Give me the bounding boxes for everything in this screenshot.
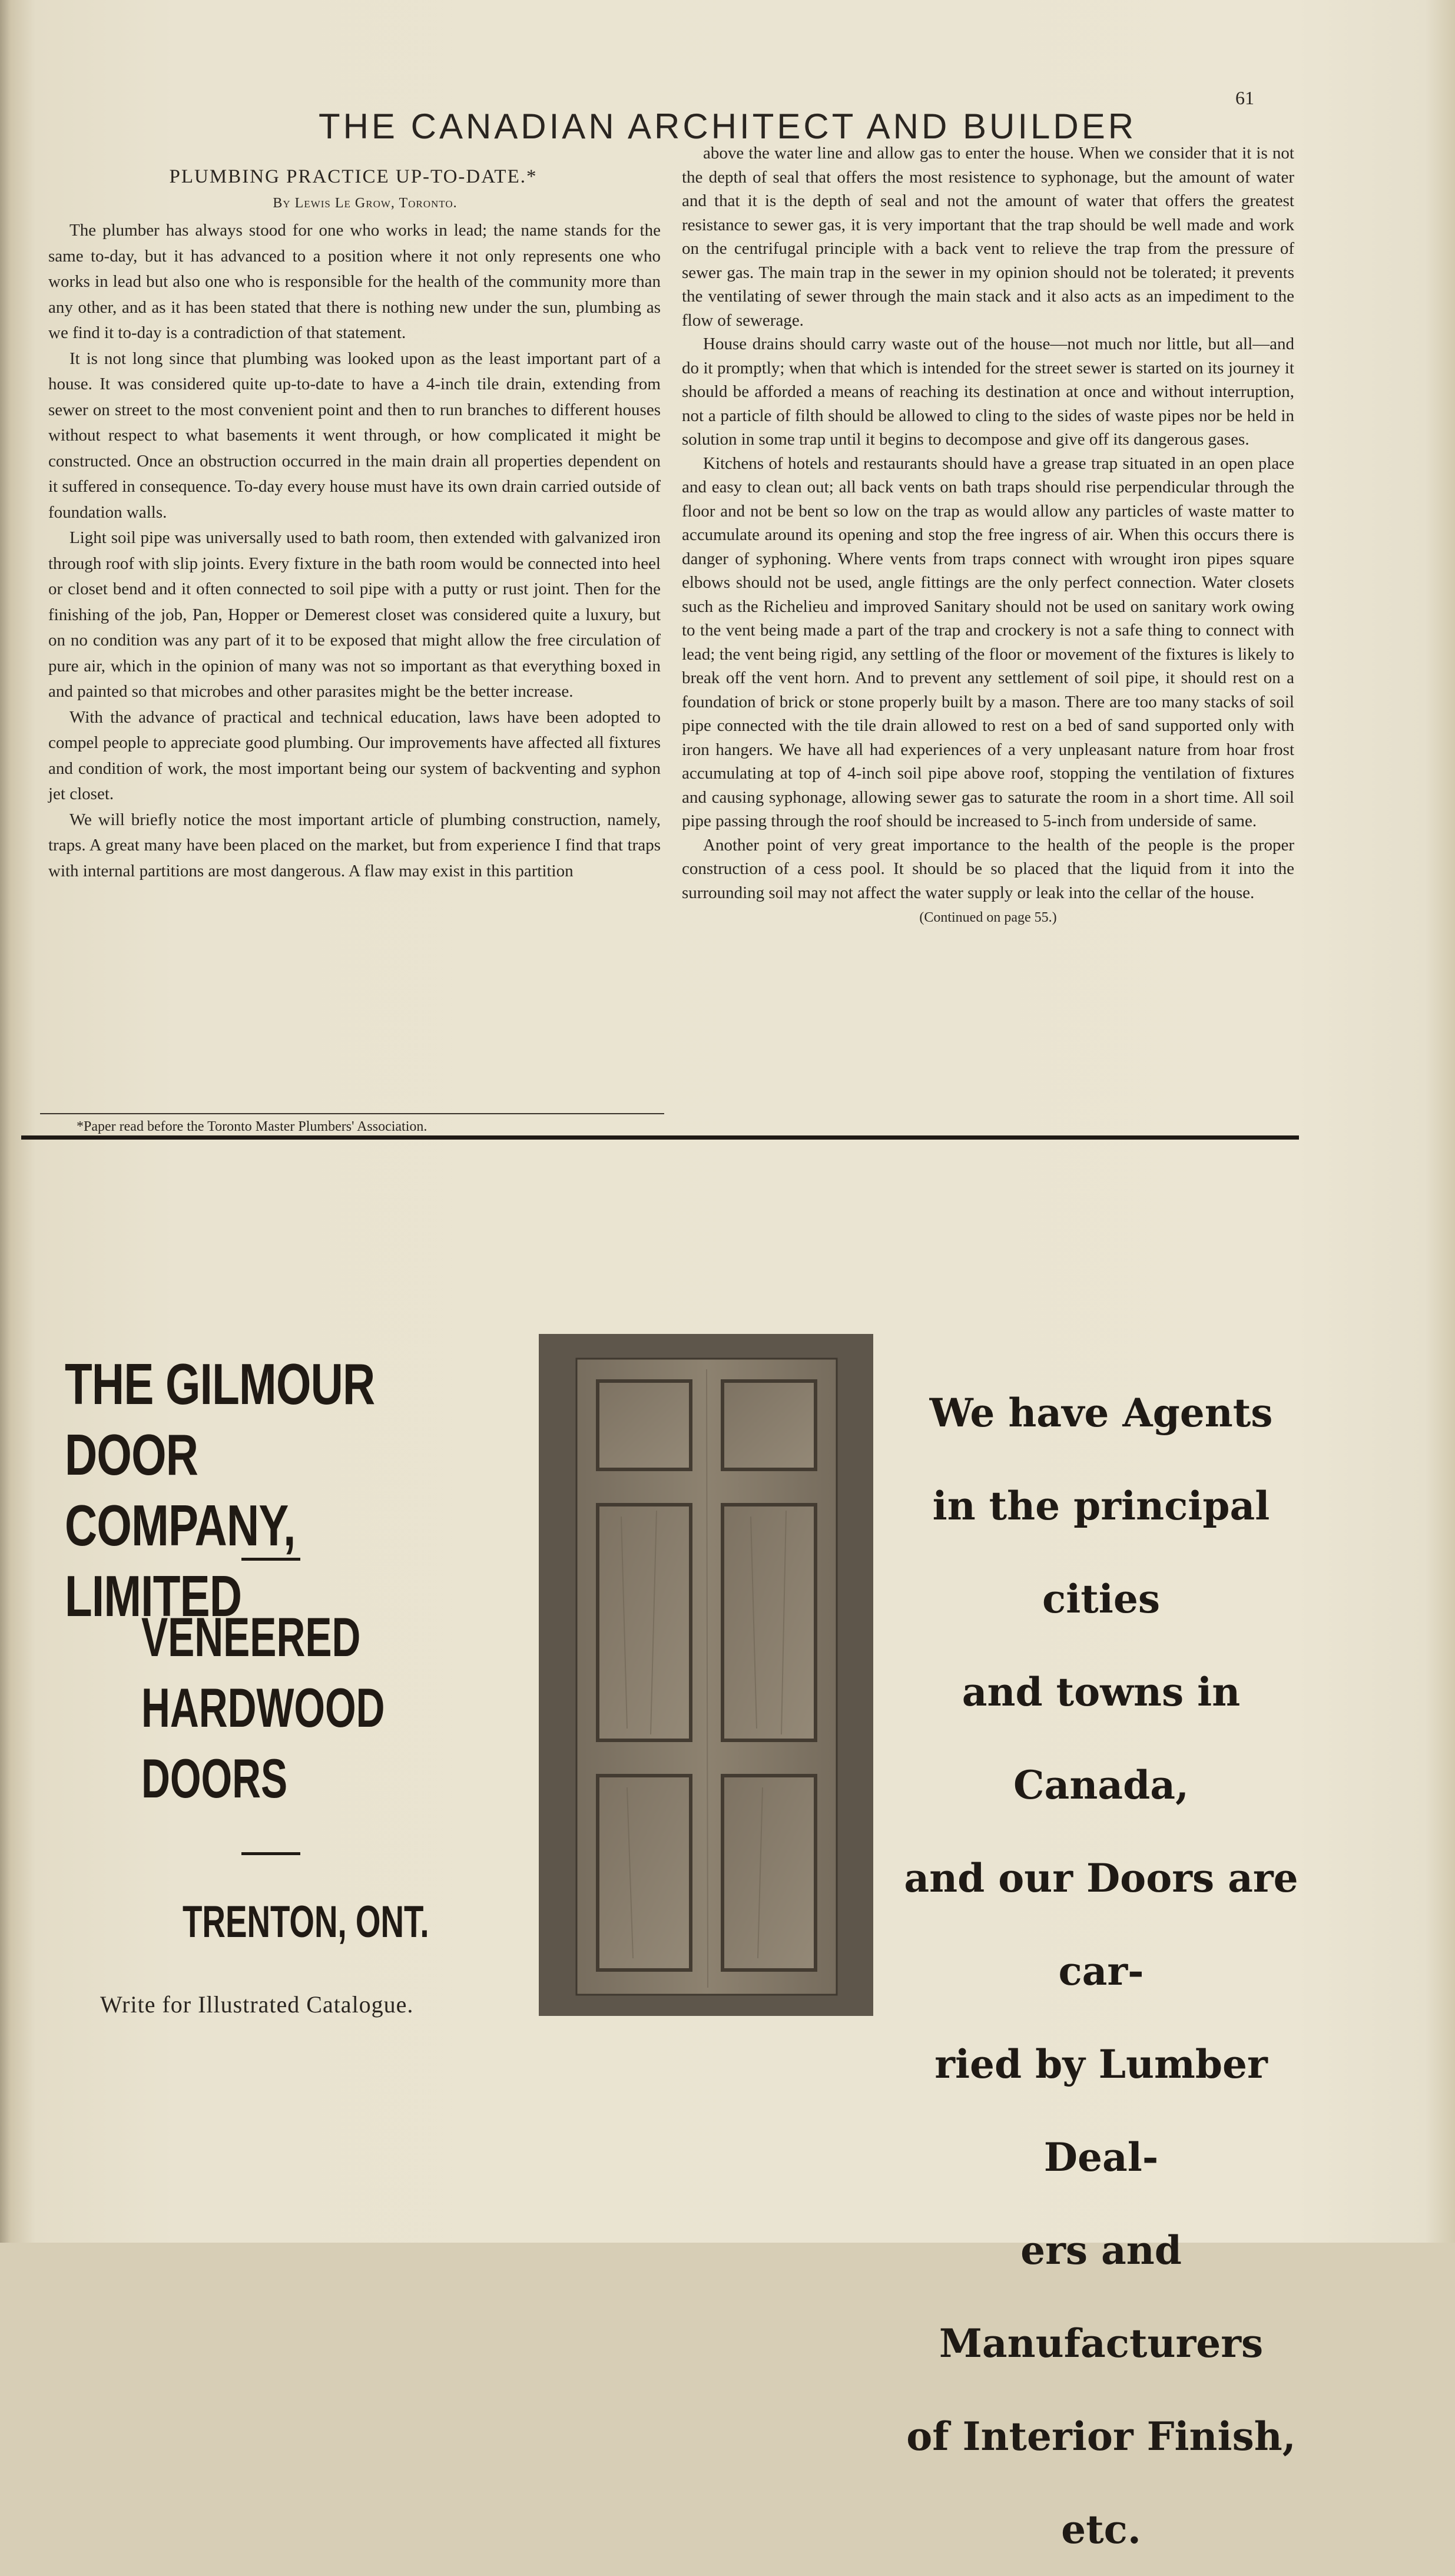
- ad-dash-bottom: [241, 1852, 300, 1855]
- door-illustration: [539, 1334, 873, 2016]
- ad-agents-line: in the principal cities: [932, 1483, 1270, 1622]
- article-left-column: [48, 218, 661, 884]
- continued-note: (Continued on page 55.): [919, 910, 1057, 925]
- journal-title: THE CANADIAN ARCHITECT AND BUILDER: [318, 107, 1137, 146]
- ad-agents-line: ried by Lumber Deal-: [934, 2041, 1268, 2180]
- article-paragraph: above the water line and allow gas to enter the house. When we consider that it is not the depth of seal that offers the most resistence to syphonage, but the amount of water and that it is the depth of seal and not the amount of water that offers the greatest resistance to sewer gas, it is very important that the trap should be well made and work on the centrifugal principle with a back vent to relieve the trap from the pressure of sewer gas. The main trap in the sewer in my opinion should not be tolerated; it prevents the ventilating of sewer through the main stack and it also acts as an impediment to the flow of sewerage.: [682, 144, 1294, 330]
- footnote-rule: [40, 1113, 664, 1114]
- page-number: 61: [1235, 87, 1254, 108]
- ad-company-name: THE GILMOUR DOOR COMPANY, LIMITED: [65, 1352, 375, 1628]
- article-byline: By Lewis Le Grow, Toronto.: [273, 196, 458, 211]
- article-paragraph: With the advance of practical and technical education, laws have been adopted to compel people to appreciate good plumbing. Our improvements have affected all fixtures and condition of work, the most important being our system of backventing and syphon jet closet.: [48, 707, 661, 803]
- ad-catalogue-note: Write for Illustrated Catalogue.: [100, 1991, 414, 2018]
- ad-agents-text: [883, 1366, 1319, 2576]
- footnote: *Paper read before the Toronto Master Plumbers' Association.: [77, 1119, 427, 1134]
- ad-product: VENEERED HARDWOOD DOORS: [141, 1606, 385, 1809]
- ad-agents-line: and towns in Canada,: [962, 1669, 1241, 1808]
- ad-location: TRENTON, ONT.: [183, 1897, 429, 1947]
- article-paragraph: We will briefly notice the most important article of plumbing construction, namely, traps. A great many have been placed on the market, but from experience I find that traps with internal partitions are most dangerous. A flaw may exist in this partition: [48, 810, 661, 880]
- article-paragraph: The plumber has always stood for one who works in lead; the name stands for the same to-day, but it has advanced to a position where it not only represents one who works in lead but also one who is responsible for the health of the community more than any other, and as it has been stated that there is nothing new under the sun, plumbing as we find it to-day is a contradiction of that statement.: [48, 221, 661, 342]
- ad-agents-line: We have Agents: [929, 1390, 1273, 1436]
- ad-agents-line: ers and Manufacturers: [939, 2227, 1264, 2366]
- article-paragraph: It is not long since that plumbing was looked upon as the least important part of a house. It was considered quite up-to-date to have a 4-inch tile drain, extending from sewer on street to the most convenient point and then to run branches to different houses without respect to what basements it went through, or how complicated it might be constructed. Once an obstruction occurred in the main drain all properties dependent on it suffered in consequence. To-day every house must have its own drain carried outside of foundation walls.: [48, 349, 661, 522]
- ad-agents-line: of Interior Finish, etc.: [906, 2413, 1296, 2552]
- ad-dash-top: [241, 1558, 300, 1561]
- article-paragraph: House drains should carry waste out of the house—not much nor little, but all—and do it promptly; when that which is intended for the street sewer is started on its journey it should be afforded a means of reaching its destination at once and without interruption, not a particle of filth should be allowed to cling to the sides of waste pipes nor be held in solution in some trap until it begins to decompose and give off its dangerous gases.: [682, 335, 1294, 449]
- article-paragraph: Light soil pipe was universally used to bath room, then extended with galvanized iron through roof with slip joints. Every fixture in the bath room would be connected into heel or closet bend and it often connected to soil pipe with a putty or rust joint. Then for the finishing of the job, Pan, Hopper or Demerest closet was considered quite a luxury, but on no condition was any part of it to be exposed that might allow the free circulation of pure air, which in the opinion of many was not so important as that everything boxed in and painted so that microbes and other parasites might be the better increase.: [48, 528, 661, 701]
- section-divider: [21, 1135, 1299, 1140]
- door-image: [539, 1334, 873, 2016]
- ad-agents-line: and our Doors are car-: [904, 1855, 1298, 1994]
- article-right-column: [682, 141, 1294, 930]
- article-paragraph: Another point of very great importance to the health of the people is the proper construction of a cess pool. It should be so placed that the liquid from it into the surrounding soil may not affect the water supply or leak into the cellar of the house.: [682, 835, 1294, 902]
- article-title: PLUMBING PRACTICE UP-TO-DATE.*: [169, 166, 538, 187]
- article-paragraph: Kitchens of hotels and restaurants should have a grease trap situated in an open place and easy to clean out; all back vents on bath traps should rise perpendicular through the floor and not be bent so low on the trap as would allow any particles of waste matter to accumulate around its opening and stop the free ingress of air. When this occurs there is danger of syphoning. Where vents from traps connect with wrought iron pipes square elbows should not be used, angle fittings are the only perfect connection. Water closets such as the Richelieu and improved Sanitary should not be used on sanitary work owing to the vent being made a part of the trap and crockery is not a safe thing to connect with lead; the vent being rigid, any settling of the floor or movement of the fixtures is likely to break off the vent horn. And to prevent any settlement of soil pipe, it should rest on a foundation of brick or stone properly built by a mason. There are too many stacks of soil pipe connected with the tile drain allowed to rest on a bed of sand supported only with iron hangers. We have all had experiences of a very unpleasant nature from hoar frost accumulating at top of 4-inch soil pipe above roof, stopping the ventilation of fixtures and causing syphonage, allowing sewer gas to saturate the room in a short time. All soil pipe passing through the roof should be increased to 5-inch from underside of same.: [682, 453, 1294, 830]
